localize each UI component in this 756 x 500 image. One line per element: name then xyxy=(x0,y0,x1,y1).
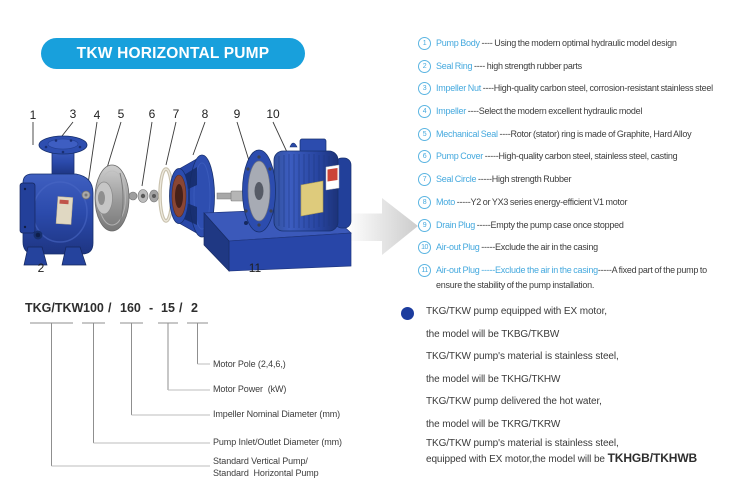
part-number-badge: 4 xyxy=(418,105,431,118)
part-number-badge: 9 xyxy=(418,219,431,232)
callout-8: 8 xyxy=(201,107,209,121)
part-number-badge: 8 xyxy=(418,196,431,209)
callout-11: 11 xyxy=(248,261,262,275)
part-desc: ---- Using the modern optimal hydraulic model design xyxy=(479,38,677,48)
part-term: Mechanical Seal xyxy=(436,128,498,139)
part-term: Drain Plug xyxy=(436,219,476,230)
note-line: TKG/TKW pump's material is stainless steel, xyxy=(426,351,619,362)
part-desc: -----A fixed part of the pump to xyxy=(597,264,707,275)
note-line: the model will be TKBG/TKBW xyxy=(426,328,560,340)
part-number-badge: 11 xyxy=(418,264,431,277)
callout-9: 9 xyxy=(233,107,241,121)
pump-diagram-art xyxy=(8,95,420,290)
callout-6: 6 xyxy=(148,107,156,121)
callout-2: 2 xyxy=(37,261,45,275)
note-line: TKG/TKW pump delivered the hot water, xyxy=(426,396,602,407)
callout-4: 4 xyxy=(93,108,101,122)
part-desc: ----High-quality carbon steel, corrosion-resistant stainless steel xyxy=(481,83,713,94)
part-number-badge: 6 xyxy=(418,150,431,163)
impeller-nut-art xyxy=(82,191,90,199)
model-segment-inlet: 100 xyxy=(83,301,104,315)
model-segment-series: TKG/TKW xyxy=(25,301,84,315)
parts-list-item xyxy=(418,196,756,209)
model-segment-power: 15 xyxy=(161,301,175,315)
pump-exploded-diagram xyxy=(8,95,420,290)
label-inlet-diameter: Pump Inlet/Outlet Diameter (mm) xyxy=(213,437,342,447)
parts-list xyxy=(418,37,756,302)
part-number-badge: 2 xyxy=(418,60,431,73)
note-line: TKG/TKW pump's material is stainless steel, xyxy=(426,437,619,449)
bullet-dot-icon xyxy=(401,307,414,320)
label-motor-power: Motor Power (kW) xyxy=(213,384,287,394)
parts-list-item xyxy=(418,264,756,292)
model-segment-pole: 2 xyxy=(191,301,198,315)
part-term: Moto xyxy=(436,196,456,207)
part-number-badge: 10 xyxy=(418,241,431,254)
part-term: Air-out Plug -----Exclude the air in the casing xyxy=(436,264,598,275)
parts-list-item xyxy=(418,241,756,254)
part-desc: -----High strength Rubber xyxy=(476,174,572,185)
part-term: Seal Ring xyxy=(436,60,473,71)
pump-body-art xyxy=(20,136,93,265)
parts-list-item xyxy=(418,150,756,163)
part-desc-continued: ensure the stability of the pump installation. xyxy=(436,279,595,290)
part-number-badge: 5 xyxy=(418,128,431,141)
motor-art xyxy=(243,139,352,232)
parts-list-item xyxy=(418,37,756,50)
model-segment-dash: - xyxy=(149,301,154,315)
note-line: TKG/TKW pump equipped with EX motor, xyxy=(426,306,607,317)
note-model-code: TKHGB/TKHWB xyxy=(607,450,698,465)
part-desc: -----Exclude the air in the casing xyxy=(479,242,598,253)
callout-5: 5 xyxy=(117,107,125,121)
label-series-line2: Standard Horizontal Pump xyxy=(213,468,319,478)
part-number-badge: 7 xyxy=(418,173,431,186)
model-notes xyxy=(426,305,748,466)
parts-list-item xyxy=(418,173,756,186)
label-motor-pole: Motor Pole (2,4,6,) xyxy=(213,359,286,369)
label-impeller-diameter: Impeller Nominal Diameter (mm) xyxy=(213,409,341,419)
part-desc: ---- high strength rubber parts xyxy=(472,60,582,71)
part-desc: ----Select the modern excellent hydraulic model xyxy=(466,106,643,117)
label-series-line1: Standard Vertical Pump/ xyxy=(213,456,308,466)
model-segment-slash2: / xyxy=(179,301,183,315)
callout-7: 7 xyxy=(172,107,180,121)
part-desc: ----Rotor (stator) ring is made of Graphite, Hard Alloy xyxy=(497,128,692,139)
callout-3: 3 xyxy=(69,107,77,121)
part-desc: -----High-quality carbon steel, stainless steel, casting xyxy=(483,151,678,162)
mechanical-seal-art xyxy=(129,190,159,203)
part-term: Pump Cover xyxy=(436,151,484,162)
part-term: Impeller Nut xyxy=(436,83,482,94)
page-title: TKW HORIZONTAL PUMP xyxy=(76,45,270,62)
model-code-leader-lines xyxy=(20,318,370,483)
model-segment-impeller: 160 xyxy=(120,301,141,315)
part-desc: -----Y2 or YX3 series energy-efficient V1 motor xyxy=(455,196,628,207)
part-term: Pump Body xyxy=(436,38,480,48)
model-segment-slash: / xyxy=(108,301,112,315)
part-term: Impeller xyxy=(436,106,467,117)
callout-1: 1 xyxy=(29,108,37,122)
note-line-prefix: equipped with EX motor,the model will be xyxy=(426,453,608,465)
parts-list-item xyxy=(418,219,756,232)
parts-list-item xyxy=(418,82,756,95)
arrow-right-icon xyxy=(346,198,418,255)
part-number-badge: 3 xyxy=(418,82,431,95)
parts-list-item xyxy=(418,105,756,118)
part-term: Air-out Plug xyxy=(436,242,480,253)
note-line: the model will be TKHG/TKHW xyxy=(426,373,561,385)
impeller-art xyxy=(95,165,129,231)
parts-list-item xyxy=(418,128,756,141)
note-line: the model will be TKRG/TKRW xyxy=(426,418,561,430)
part-term: Seal Circle xyxy=(436,174,477,185)
note-line xyxy=(426,452,748,466)
parts-list-item xyxy=(418,60,756,73)
title-banner xyxy=(41,38,305,69)
part-number-badge: 1 xyxy=(418,37,431,50)
part-desc: -----Empty the pump case once stopped xyxy=(475,219,624,230)
callout-10: 10 xyxy=(266,107,280,121)
